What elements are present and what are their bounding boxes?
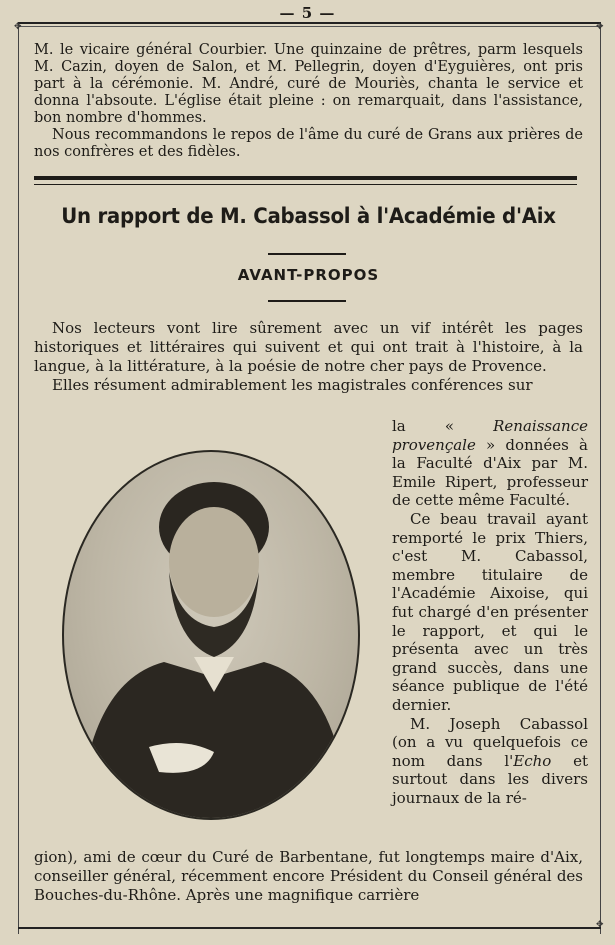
corner-ornament-icon: ✥ <box>14 22 22 32</box>
corner-ornament-icon: ✥ <box>596 920 604 930</box>
section-divider-thin <box>34 184 577 185</box>
corner-ornament-icon: ✥ <box>596 22 604 32</box>
top-rule <box>18 22 601 24</box>
paragraph <box>392 715 588 808</box>
paragraph: Elles résument admirablement les magistrales conférences sur <box>52 376 533 394</box>
article-continuation <box>34 848 583 905</box>
text-span: la « <box>392 417 494 435</box>
article-body <box>34 319 583 395</box>
text-span: et surtout dans les divers journaux de la ré- <box>392 751 588 807</box>
text-span: » données à la Faculté d'Aix par M. Emile Ripert, professeur de cette même Faculté. <box>392 435 588 510</box>
article-subtitle: AVANT-PROPOS <box>237 266 380 284</box>
intro-text <box>34 42 583 161</box>
subtitle-rule <box>268 300 346 302</box>
italic-title: Echo <box>513 751 552 770</box>
italic-title: Renaissance provençale <box>392 417 588 454</box>
title-rule <box>268 253 346 255</box>
article-title: Un rapport de M. Cabassol à l'Académie d'Aix <box>61 204 556 229</box>
intro-paragraph: Nous recommandons le repos de l'âme du curé de Grans aux prières de nos confrères et des fidèles. <box>34 127 583 160</box>
top-rule-thin <box>18 26 601 27</box>
page-number: — 5 — <box>279 4 336 22</box>
intro-paragraph: M. le vicaire général Courbier. Une quinzaine de prêtres, parm lesquels M. Cazin, doyen de Salon, et M. Pellegrin, doyen d'Eyguières, ont pris part à la cérémonie. M. André, curé de Mouriès, chanta le service et donna l'absoute. L'église était pleine : on remarquait, dans l'assistance, bon nombre d'hommes. <box>34 42 583 126</box>
bottom-rule <box>18 927 601 929</box>
paragraph: gion), ami de cœur du Curé de Barbentane, fut longtemps maire d'Aix, conseiller général, récemment encore Président du Conseil général des Bouches-du-Rhône. Après une magnifique carrière <box>34 848 583 904</box>
paragraph: Nos lecteurs vont lire sûrement avec un vif intérêt les pages historiques et littéraires qui suivent et qui ont trait à l'histoire, à la langue, à la littérature, à la poésie de notre cher pays de Provence. <box>34 319 583 375</box>
right-border <box>600 24 601 934</box>
portrait-photo <box>62 450 360 820</box>
paragraph: Ce beau travail ayant remporté le prix Thiers, c'est M. Cabassol, membre titulaire de l'Académie Aixoise, qui fut chargé d'en présenter le rapport, et qui le présenta avec un très grand succès, dans une séance publique de l'été dernier. <box>392 509 588 714</box>
right-column <box>392 417 588 807</box>
left-border <box>18 24 19 934</box>
section-divider <box>34 176 577 180</box>
portrait-figure <box>64 452 358 818</box>
paragraph <box>392 417 588 510</box>
text-span: M. Joseph Cabassol (on a vu quelquefois ce nom dans l' <box>392 714 588 770</box>
